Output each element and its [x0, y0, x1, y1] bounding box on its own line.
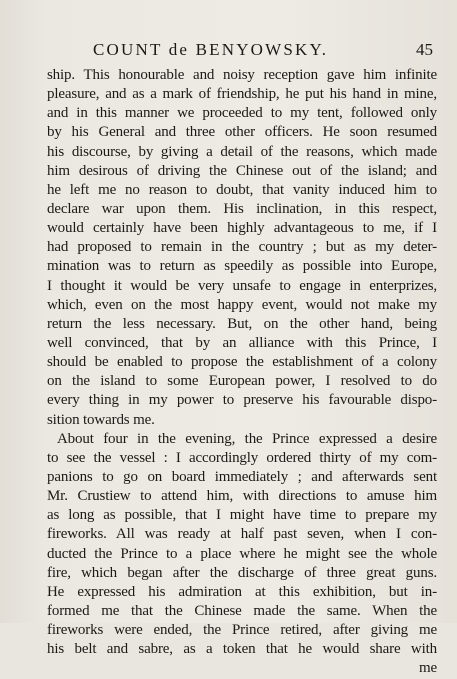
text-line: to see the vessel : I accordingly ordered thirty of my com- [47, 449, 437, 466]
text-line: would certainly have been highly advantageous to me, if I [47, 220, 437, 237]
text-line: he left me no reason to doubt, that vanity induced him to [47, 181, 437, 198]
text-line: should be enabled to propose the establishment of a colony [47, 354, 437, 371]
text-line: his belt and sabre, as a token that he would share with [47, 641, 437, 658]
text-line: panions to go on board immediately ; and afterwards sent [47, 468, 437, 485]
text-line: mination was to return as speedily as possible into Europe, [47, 258, 437, 275]
text-line: return the less necessary. But, on the other hand, being [47, 315, 437, 332]
paragraph-end-line: sition towards me. [47, 411, 155, 428]
text-line: formed me that the Chinese made the same. When the [47, 602, 437, 619]
text-line: his discourse, by giving a detail of the reasons, which made [47, 143, 437, 160]
text-line: which, even on the most happy event, would not make my [47, 296, 437, 313]
running-head: COUNT de BENYOWSKY. [93, 40, 329, 59]
text-line: ducted the Prince to a place where he might see the whole [47, 545, 437, 562]
text-line: him desirous of driving the Chinese out of the island; and [47, 162, 437, 179]
text-line: He expressed his admiration at this exhibition, but in- [47, 583, 437, 600]
text-line: well convinced, that by an alliance with this Prince, I [47, 334, 437, 351]
body-text [47, 66, 437, 679]
text-line: declare war upon them. His inclination, in this respect, [47, 200, 437, 217]
text-line: fireworks. All was ready at half past seven, when I con- [47, 526, 437, 543]
text-line: and in this manner we proceeded to my tent, followed only [47, 105, 437, 122]
page-number: 45 [416, 40, 433, 59]
text-line: had proposed to remain in the country ; but as my deter- [47, 239, 437, 256]
text-line: every thing in my power to preserve his favourable dispo- [47, 392, 437, 409]
paragraph-start-line: About four in the evening, the Prince expressed a desire [57, 430, 437, 447]
text-line: Mr. Crustiew to attend him, with directions to amuse him [47, 488, 437, 505]
catchword: me [418, 660, 437, 677]
text-line: fireworks were ended, the Prince retired, after giving me [47, 622, 437, 639]
text-line: ship. This honourable and noisy reception gave him infinite [47, 67, 437, 83]
text-line: fire, which began after the discharge of three great guns. [47, 564, 437, 581]
text-line: on the island to some European power, I resolved to do [47, 373, 437, 390]
text-line: pleasure, and as a mark of friendship, he put his hand in mine, [47, 86, 437, 103]
text-line: by his General and three other officers. He soon resumed [47, 124, 437, 141]
page-header [0, 40, 457, 62]
text-line: as long as possible, that I might have time to prepare my [47, 507, 437, 524]
text-line: I thought it would be very unsafe to engage in enterprizes, [47, 277, 437, 294]
